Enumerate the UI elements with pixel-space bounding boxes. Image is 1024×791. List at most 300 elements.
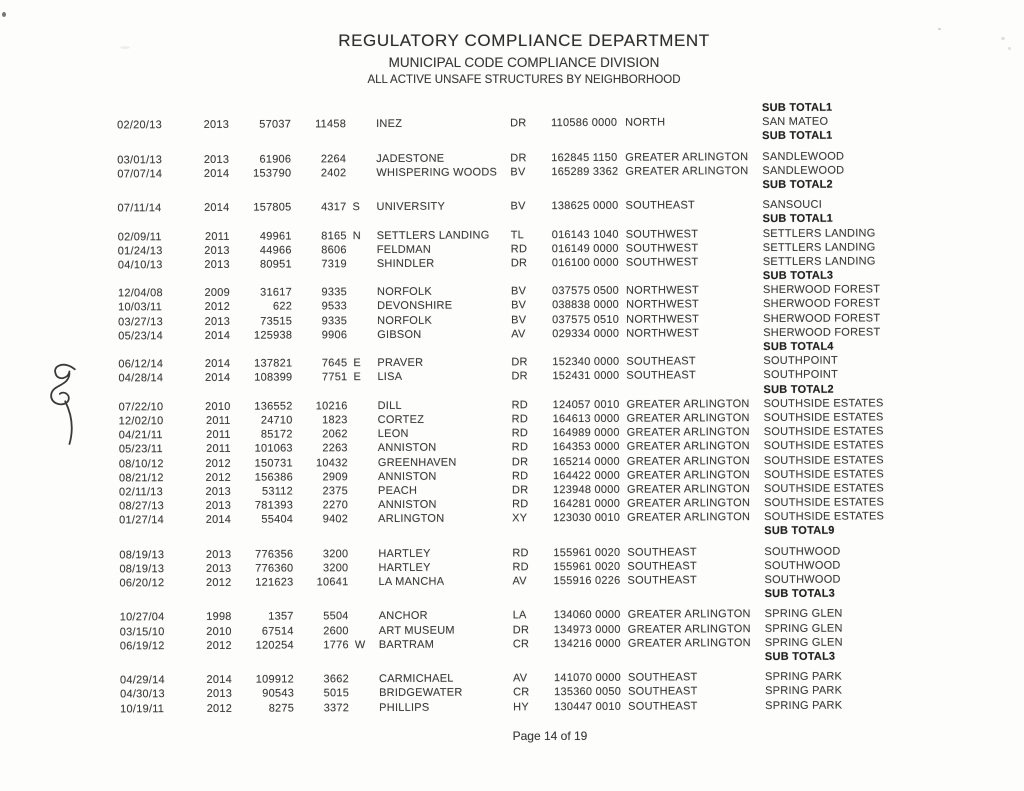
cell-street-type: RD xyxy=(512,546,529,559)
cell-year: 2013 xyxy=(204,258,230,271)
subtotal-count: 3 xyxy=(826,269,834,282)
cell-street-name: DILL xyxy=(377,399,402,412)
cell-date: 04/21/11 xyxy=(118,429,163,442)
cell-street-number: 3662 xyxy=(323,673,350,686)
cell-district: NORTH xyxy=(625,116,666,129)
cell-date: 10/27/04 xyxy=(119,611,165,624)
cell-street-number: 1823 xyxy=(322,414,348,427)
cell-year: 2014 xyxy=(205,514,232,527)
cell-parcel-number: 123948 0000 xyxy=(552,483,621,496)
cell-district: SOUTHWEST xyxy=(625,227,699,241)
cell-street-type: DR xyxy=(510,117,527,130)
cell-district: GREATER ARLINGTON xyxy=(627,511,751,524)
cell-neighborhood: SOUTHSIDE ESTATES xyxy=(763,397,884,410)
cell-case-number: 137821 xyxy=(254,357,293,370)
cell-district: NORTHWEST xyxy=(626,312,700,326)
cell-neighborhood: SANDLEWOOD xyxy=(762,150,845,163)
cell-street-type: RD xyxy=(512,561,529,574)
cell-year: 2013 xyxy=(204,244,230,257)
cell-case-number: 150731 xyxy=(254,456,293,470)
cell-street-type: DR xyxy=(510,151,527,164)
cell-case-number: 49961 xyxy=(259,229,292,243)
cell-street-name: GREENHAVEN xyxy=(377,456,457,469)
cell-date: 12/02/10 xyxy=(118,415,164,428)
cell-parcel-number: 164353 0000 xyxy=(552,441,620,454)
report-header xyxy=(12,31,1024,86)
cell-district: GREATER ARLINGTON xyxy=(626,426,750,439)
cell-neighborhood: SHERWOOD FOREST xyxy=(763,297,881,311)
cell-parcel-number: 164989 0000 xyxy=(552,426,620,440)
cell-street-number: 3372 xyxy=(323,701,350,714)
cell-street-number: 5504 xyxy=(323,610,349,623)
cell-date: 05/23/14 xyxy=(118,329,164,343)
cell-district: GREATER ARLINGTON xyxy=(626,468,751,482)
cell-street-number: 10216 xyxy=(315,399,348,413)
cell-year: 2011 xyxy=(204,230,230,243)
cell-case-number: 85172 xyxy=(260,428,293,441)
cell-street-direction: N xyxy=(352,229,361,242)
cell-case-number: 109912 xyxy=(255,673,295,686)
cell-street-number: 2270 xyxy=(322,499,349,512)
cell-case-number: 80951 xyxy=(259,258,292,271)
scan-speck xyxy=(2,12,6,17)
cell-street-type: BV xyxy=(510,200,526,213)
cell-street-type: AV xyxy=(512,672,528,685)
cell-neighborhood: SANSOUCI xyxy=(762,198,823,212)
cell-street-type: RD xyxy=(511,413,529,426)
cell-street-name: LISA xyxy=(377,371,403,384)
cell-date: 07/11/14 xyxy=(117,202,162,215)
subtotal-count: 3 xyxy=(828,587,835,600)
cell-neighborhood: SPRING PARK xyxy=(765,684,843,698)
cell-date: 03/01/13 xyxy=(117,153,163,166)
cell-case-number: 1357 xyxy=(268,610,294,623)
cell-neighborhood: SETTLERS LANDING xyxy=(762,255,876,268)
cell-street-type: CR xyxy=(513,686,530,699)
cell-date: 01/27/14 xyxy=(119,514,165,527)
cell-date: 08/19/13 xyxy=(119,562,165,576)
cell-year: 2013 xyxy=(205,485,232,498)
cell-neighborhood: SHERWOOD FOREST xyxy=(763,312,881,325)
cell-year: 2014 xyxy=(206,673,233,687)
cell-street-name: PRAVER xyxy=(377,356,424,370)
cell-case-number: 156386 xyxy=(254,471,293,484)
cell-parcel-number: 135360 0050 xyxy=(554,686,622,699)
cell-street-number: 2909 xyxy=(322,470,348,484)
cell-date: 03/15/10 xyxy=(119,625,165,638)
cell-street-name: LEON xyxy=(377,427,409,441)
cell-parcel-number: 123030 0010 xyxy=(553,512,621,525)
cell-district: SOUTHEAST xyxy=(626,369,696,383)
subtotal-label: SUB TOTAL xyxy=(761,101,827,115)
cell-street-name: HARTLEY xyxy=(378,561,431,574)
subtotal-label: SUB TOTAL xyxy=(762,269,828,283)
cell-year: 2012 xyxy=(206,702,233,715)
cell-street-type: XY xyxy=(512,512,528,525)
cell-neighborhood: SHERWOOD FOREST xyxy=(763,326,881,339)
cell-date: 04/30/13 xyxy=(120,688,165,701)
cell-district: SOUTHEAST xyxy=(625,199,696,212)
cell-case-number: 120254 xyxy=(255,639,294,652)
records-table xyxy=(0,101,1024,718)
cell-case-number: 781393 xyxy=(254,499,294,512)
cell-parcel-number: 162845 1150 xyxy=(551,151,618,164)
cell-date: 07/07/14 xyxy=(117,167,163,181)
cell-neighborhood: SAN MATEO xyxy=(762,115,829,129)
subtotal-label: SUB TOTAL xyxy=(762,178,827,191)
cell-case-number: 55404 xyxy=(261,513,294,526)
cell-neighborhood: SPRING GLEN xyxy=(764,636,843,649)
subtotal-label: SUB TOTAL xyxy=(764,650,830,663)
cell-district: NORTHWEST xyxy=(625,284,699,297)
cell-neighborhood: SPRING GLEN xyxy=(764,622,843,635)
cell-street-number: 9335 xyxy=(321,286,348,299)
cell-street-number: 11458 xyxy=(315,118,347,131)
cell-case-number: 776356 xyxy=(255,548,294,561)
cell-street-name: UNIVERSITY xyxy=(376,200,446,214)
cell-parcel-number: 016149 0000 xyxy=(551,242,619,255)
cell-date: 10/03/11 xyxy=(118,301,163,314)
report-name: ALL ACTIVE UNSAFE STRUCTURES BY NEIGHBORHOOD xyxy=(367,74,681,86)
cell-street-name: JADESTONE xyxy=(376,152,445,165)
cell-street-name: CARMICHAEL xyxy=(378,672,454,686)
cell-year: 2013 xyxy=(205,562,232,575)
cell-district: GREATER ARLINGTON xyxy=(627,608,751,622)
cell-street-number: 2600 xyxy=(323,624,349,637)
cell-street-type: AV xyxy=(512,575,527,588)
cell-street-name: BARTRAM xyxy=(378,638,435,651)
cell-year: 2012 xyxy=(205,576,232,589)
subtotal-label: SUB TOTAL xyxy=(763,383,828,396)
cell-neighborhood: SOUTHSIDE ESTATES xyxy=(764,496,885,510)
cell-district: GREATER ARLINGTON xyxy=(625,150,749,164)
cell-year: 2013 xyxy=(205,499,232,512)
cell-street-name: ART MUSEUM xyxy=(378,624,455,637)
cell-year: 2011 xyxy=(206,443,231,456)
cell-street-type: CR xyxy=(512,637,530,651)
cell-street-number: 2263 xyxy=(322,442,348,455)
cell-street-type: HY xyxy=(513,700,529,713)
cell-street-name: INEZ xyxy=(376,118,403,131)
cell-parcel-number: 134973 0000 xyxy=(553,623,621,636)
cell-case-number: 57037 xyxy=(259,118,292,131)
cell-street-name: ANNISTON xyxy=(377,470,437,483)
cell-year: 2012 xyxy=(206,639,232,652)
cell-street-name: SHINDLER xyxy=(376,257,435,270)
cell-date: 02/09/11 xyxy=(117,230,162,243)
subtotal-label: SUB TOTAL xyxy=(762,130,827,143)
cell-neighborhood: SOUTHSIDE ESTATES xyxy=(764,510,885,524)
cell-year: 2013 xyxy=(205,548,232,561)
cell-district: GREATER ARLINGTON xyxy=(626,397,750,411)
cell-parcel-number: 152340 0000 xyxy=(552,355,620,369)
cell-street-type: RD xyxy=(511,469,529,483)
cell-district: SOUTHEAST xyxy=(627,545,697,559)
subtotal-label: SUB TOTAL xyxy=(764,525,829,538)
cell-street-number: 8165 xyxy=(321,229,347,242)
cell-street-number: 8606 xyxy=(321,243,347,257)
cell-street-name: NORFOLK xyxy=(377,314,433,327)
cell-street-type: DR xyxy=(511,484,529,497)
cell-street-name: WHISPERING WOODS xyxy=(376,166,498,179)
cell-street-type: DR xyxy=(511,455,529,468)
cell-district: NORTHWEST xyxy=(626,327,700,340)
subtotal-count: 4 xyxy=(827,340,834,353)
cell-street-number: 10432 xyxy=(315,456,348,469)
cell-year: 2012 xyxy=(204,301,231,314)
cell-case-number: 44966 xyxy=(259,244,292,257)
cell-street-number: 7645 xyxy=(321,357,348,370)
cell-street-type: RD xyxy=(512,498,529,511)
cell-year: 2014 xyxy=(204,329,231,342)
cell-parcel-number: 164422 0000 xyxy=(552,469,620,482)
cell-neighborhood: SOUTHWOOD xyxy=(764,559,841,572)
cell-parcel-number: 124057 0010 xyxy=(552,398,620,411)
cell-case-number: 53112 xyxy=(261,485,294,498)
cell-district: GREATER ARLINGTON xyxy=(626,412,750,425)
cell-district: SOUTHEAST xyxy=(627,671,698,684)
cell-street-name: ANCHOR xyxy=(378,610,428,623)
cell-street-number: 3200 xyxy=(322,561,349,575)
report-title: REGULATORY COMPLIANCE DEPARTMENT xyxy=(338,31,710,50)
cell-neighborhood: SOUTHPOINT xyxy=(763,354,839,368)
cell-year: 2011 xyxy=(206,428,231,442)
subtotal-label: SUB TOTAL xyxy=(763,340,828,354)
cell-street-number: 9402 xyxy=(322,513,349,526)
cell-date: 08/19/13 xyxy=(119,548,165,562)
cell-street-direction: S xyxy=(352,201,361,214)
cell-case-number: 121623 xyxy=(255,576,294,589)
cell-date: 02/11/13 xyxy=(118,486,164,499)
cell-year: 2012 xyxy=(205,457,231,470)
cell-district: SOUTHWEST xyxy=(625,242,699,255)
cell-date: 03/27/13 xyxy=(118,315,163,329)
cell-neighborhood: SOUTHSIDE ESTATES xyxy=(763,468,884,481)
cell-street-name: DEVONSHIRE xyxy=(377,300,453,313)
report-division: MUNICIPAL CODE COMPLIANCE DIVISION xyxy=(388,55,660,70)
cell-date: 12/04/08 xyxy=(117,287,163,300)
cell-case-number: 622 xyxy=(272,300,293,314)
cell-parcel-number: 016100 0000 xyxy=(551,256,619,269)
subtotal-count: 1 xyxy=(826,130,833,143)
cell-street-name: ANNISTON xyxy=(378,498,437,512)
cell-street-type: RD xyxy=(511,427,529,440)
cell-year: 2014 xyxy=(204,357,231,371)
cell-parcel-number: 164281 0000 xyxy=(553,497,621,511)
cell-street-type: BV xyxy=(510,165,526,179)
cell-date: 04/28/14 xyxy=(118,372,164,385)
cell-street-number: 7751 xyxy=(321,371,348,384)
cell-case-number: 125938 xyxy=(253,329,293,342)
cell-street-number: 2062 xyxy=(322,428,348,441)
cell-district: GREATER ARLINGTON xyxy=(626,440,750,454)
cell-year: 2009 xyxy=(204,287,231,300)
cell-street-number: 2375 xyxy=(322,485,349,498)
cell-parcel-number: 152431 0000 xyxy=(552,370,620,383)
cell-case-number: 24710 xyxy=(260,414,293,427)
cell-case-number: 157805 xyxy=(253,201,292,214)
cell-case-number: 101063 xyxy=(254,442,293,455)
cell-street-name: BRIDGEWATER xyxy=(379,686,463,700)
cell-parcel-number: 155961 0020 xyxy=(553,546,621,559)
cell-parcel-number: 110586 0000 xyxy=(551,116,618,130)
cell-street-name: PHILLIPS xyxy=(379,701,430,714)
cell-case-number: 776360 xyxy=(255,562,294,575)
cell-street-direction: E xyxy=(353,371,362,384)
subtotal-count: 9 xyxy=(828,525,835,538)
cell-year: 2012 xyxy=(205,471,231,484)
cell-street-type: BV xyxy=(510,285,527,298)
cell-street-type: DR xyxy=(512,623,530,636)
cell-street-name: LA MANCHA xyxy=(378,575,445,589)
cell-date: 05/23/11 xyxy=(118,443,163,456)
cell-street-type: DR xyxy=(511,356,528,369)
cell-street-name: FELDMAN xyxy=(376,243,432,256)
cell-street-number: 2402 xyxy=(320,166,347,180)
cell-date: 01/24/13 xyxy=(117,244,163,258)
cell-street-type: BV xyxy=(511,299,527,312)
cell-date: 02/20/13 xyxy=(117,119,162,132)
cell-street-type: BV xyxy=(511,313,527,326)
cell-date: 08/21/12 xyxy=(118,471,164,485)
cell-street-type: AV xyxy=(511,328,526,341)
cell-district: SOUTHEAST xyxy=(627,560,697,573)
cell-year: 2013 xyxy=(204,315,231,328)
cell-street-type: TL xyxy=(510,228,525,241)
subtotal-count: 2 xyxy=(827,383,834,396)
cell-district: GREATER ARLINGTON xyxy=(625,164,749,178)
cell-street-name: NORFOLK xyxy=(376,285,432,299)
cell-neighborhood: SANDLEWOOD xyxy=(762,164,845,177)
cell-parcel-number: 155961 0020 xyxy=(553,560,621,573)
cell-case-number: 90543 xyxy=(262,687,295,700)
subtotal-label: SUB TOTAL xyxy=(764,587,829,601)
cell-street-number: 3200 xyxy=(322,547,349,560)
cell-street-direction: W xyxy=(354,638,366,651)
cell-year: 2013 xyxy=(203,153,230,166)
cell-street-name: ANNISTON xyxy=(377,442,437,455)
cell-parcel-number: 029334 0000 xyxy=(552,327,620,340)
cell-date: 08/10/12 xyxy=(118,457,164,470)
cell-district: NORTHWEST xyxy=(626,298,700,312)
cell-year: 2014 xyxy=(204,372,231,385)
cell-parcel-number: 134216 0000 xyxy=(553,637,621,650)
cell-neighborhood: SOUTHSIDE ESTATES xyxy=(763,411,884,424)
cell-parcel-number: 016143 1040 xyxy=(551,228,619,241)
cell-date: 06/20/12 xyxy=(119,577,165,590)
cell-parcel-number: 138625 0000 xyxy=(551,199,619,213)
cell-neighborhood: SETTLERS LANDING xyxy=(762,226,876,240)
cell-neighborhood: SOUTHSIDE ESTATES xyxy=(763,439,884,453)
cell-parcel-number: 141070 0000 xyxy=(553,671,622,685)
page-footer xyxy=(38,727,1024,745)
cell-date: 10/19/11 xyxy=(120,702,165,715)
cell-case-number: 61906 xyxy=(259,153,292,166)
cell-case-number: 108399 xyxy=(254,371,293,385)
cell-neighborhood: SPRING PARK xyxy=(764,670,843,684)
cell-neighborhood: SOUTHWOOD xyxy=(764,573,841,587)
cell-street-number: 4317 xyxy=(321,201,347,214)
page-number: Page 14 of 19 xyxy=(512,729,588,743)
cell-case-number: 136552 xyxy=(254,400,293,413)
cell-neighborhood: SOUTHPOINT xyxy=(763,368,839,382)
cell-parcel-number: 037575 0500 xyxy=(551,285,619,298)
cell-street-number: 1776 xyxy=(323,638,349,652)
cell-year: 2010 xyxy=(205,400,231,413)
cell-parcel-number: 155916 0226 xyxy=(553,574,621,588)
cell-district: GREATER ARLINGTON xyxy=(627,622,751,636)
cell-case-number: 67514 xyxy=(261,625,294,638)
cell-year: 2013 xyxy=(203,118,230,132)
subtotal-count: 1 xyxy=(826,212,834,225)
cell-neighborhood: SOUTHSIDE ESTATES xyxy=(763,425,884,439)
cell-date: 06/12/14 xyxy=(118,358,164,371)
cell-date: 06/19/12 xyxy=(119,639,165,653)
cell-district: SOUTHWEST xyxy=(625,256,699,269)
cell-parcel-number: 165214 0000 xyxy=(552,455,620,468)
cell-year: 2014 xyxy=(203,167,230,180)
cell-street-type: RD xyxy=(511,398,528,412)
cell-case-number: 153790 xyxy=(253,167,292,180)
cell-street-name: ARLINGTON xyxy=(378,512,445,526)
cell-parcel-number: 130447 0010 xyxy=(554,700,622,713)
cell-parcel-number: 038838 0000 xyxy=(552,299,620,312)
subtotal-count: 1 xyxy=(825,101,833,114)
cell-street-type: DR xyxy=(511,370,528,383)
cell-date: 04/10/13 xyxy=(117,259,163,272)
cell-street-number: 2264 xyxy=(320,152,347,165)
cell-date: 07/22/10 xyxy=(118,400,164,414)
cell-date: 08/27/13 xyxy=(119,500,164,513)
cell-street-type: RD xyxy=(511,441,529,454)
cell-district: GREATER ARLINGTON xyxy=(627,636,751,650)
cell-street-name: PEACH xyxy=(377,484,418,497)
cell-year: 2011 xyxy=(205,414,231,427)
cell-neighborhood: SPRING PARK xyxy=(765,699,843,712)
cell-neighborhood: SOUTHSIDE ESTATES xyxy=(763,453,884,467)
cell-case-number: 31617 xyxy=(260,286,293,299)
cell-year: 2014 xyxy=(204,201,230,215)
subtotal-label: SUB TOTAL xyxy=(762,212,827,226)
subtotal-count: 2 xyxy=(826,178,833,191)
cell-street-number: 10641 xyxy=(316,576,349,589)
cell-street-name: SETTLERS LANDING xyxy=(376,228,490,242)
cell-neighborhood: SOUTHWOOD xyxy=(764,545,841,558)
subtotal-count: 3 xyxy=(828,650,836,663)
cell-year: 1998 xyxy=(206,611,232,624)
cell-street-type: RD xyxy=(510,242,528,256)
cell-street-number: 9533 xyxy=(321,300,348,313)
cell-street-name: CORTEZ xyxy=(377,413,425,426)
cell-street-number: 5015 xyxy=(323,687,350,700)
cell-parcel-number: 164613 0000 xyxy=(552,412,620,426)
cell-district: SOUTHEAST xyxy=(628,699,698,713)
cell-year: 2013 xyxy=(206,688,233,701)
cell-street-type: LA xyxy=(512,609,527,622)
cell-neighborhood: SHERWOOD FOREST xyxy=(762,283,881,297)
cell-year: 2010 xyxy=(206,625,232,638)
cell-street-number: 9906 xyxy=(321,328,348,342)
cell-street-type: DR xyxy=(510,257,528,270)
cell-district: GREATER ARLINGTON xyxy=(626,482,751,496)
cell-street-number: 9335 xyxy=(321,314,348,327)
cell-parcel-number: 134060 0000 xyxy=(553,609,621,622)
cell-case-number: 8275 xyxy=(268,701,295,715)
cell-street-name: GIBSON xyxy=(377,328,422,341)
cell-street-number: 7319 xyxy=(321,258,347,271)
cell-district: GREATER ARLINGTON xyxy=(626,454,750,468)
cell-neighborhood: SPRING GLEN xyxy=(764,607,843,621)
